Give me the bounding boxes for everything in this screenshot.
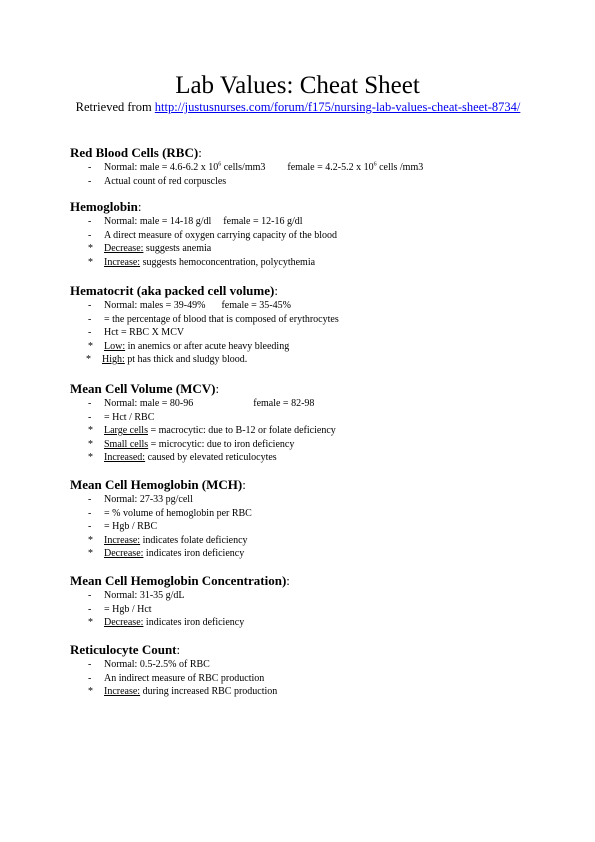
dash-bullet: - xyxy=(88,175,92,187)
star-bullet: * xyxy=(88,617,93,628)
list-item: - A direct measure of oxygen carrying capacity of the blood xyxy=(88,229,337,241)
list-item: * Small cells = microcytic: due to iron deficiency xyxy=(88,438,295,450)
dash-bullet: - xyxy=(88,521,92,532)
section-heading: Hemoglobin: xyxy=(70,199,142,214)
list-item: * Increase: during increased RBC production xyxy=(88,686,278,697)
section-mcv xyxy=(70,381,540,465)
dash-bullet: - xyxy=(88,603,92,615)
dash-bullet: - xyxy=(88,507,92,519)
star-bullet: * xyxy=(88,438,93,450)
list-item: - Normal: males = 39-49% female = 35-45% xyxy=(88,300,291,311)
list-item: - = the percentage of blood that is composed of erythrocytes xyxy=(88,313,339,325)
dash-bullet: - xyxy=(88,216,92,227)
list-item: - Normal: male = 4.6-6.2 x $10^6$ cells/mm3 female = 4.2-5.2 x $10^6$ cells /mm3 xyxy=(88,161,424,173)
list-item: - = % volume of hemoglobin per RBC xyxy=(88,507,252,519)
dash-bullet: - xyxy=(88,300,92,311)
list-item: - = Hct / RBC xyxy=(88,411,155,423)
section-heading: Red Blood Cells (RBC): xyxy=(70,145,202,160)
list-item: - Normal: male = 80-96 female = 82-98 xyxy=(88,398,315,409)
section-heading: Mean Cell Volume (MCV): xyxy=(70,381,220,396)
list-item: * Increase: suggests hemoconcentration, polycythemia xyxy=(88,256,316,268)
dash-bullet: - xyxy=(88,229,92,241)
list-item: * Increase: indicates folate deficiency xyxy=(88,534,248,546)
dash-bullet: - xyxy=(88,327,92,338)
list-item: * Low: in anemics or after acute heavy bleeding xyxy=(88,340,290,352)
star-bullet: * xyxy=(88,686,93,697)
star-bullet: * xyxy=(88,548,93,559)
section-heading: Hematocrit (aka packed cell volume): xyxy=(70,283,278,298)
list-item: - Normal: 27-33 pg/cell xyxy=(88,494,193,505)
section-mchc xyxy=(70,573,540,630)
dash-bullet: - xyxy=(88,590,92,601)
source-line xyxy=(68,100,528,115)
dash-bullet: - xyxy=(88,162,92,173)
list-item: - Normal: 31-35 g/dL xyxy=(88,590,185,601)
list-item: * Decrease: suggests anemia xyxy=(88,243,212,254)
star-bullet: * xyxy=(88,534,93,546)
section-heading: Reticulocyte Count: xyxy=(70,642,181,657)
star-bullet: * xyxy=(86,354,91,365)
star-bullet: * xyxy=(88,340,93,352)
dash-bullet: - xyxy=(88,494,92,505)
section-heading: Mean Cell Hemoglobin Concentration): xyxy=(70,573,290,588)
star-bullet: * xyxy=(88,425,93,436)
list-item: - An indirect measure of RBC production xyxy=(88,672,265,684)
list-item: - Actual count of red corpuscles xyxy=(88,175,227,187)
list-item: - Normal: 0.5-2.5% of RBC xyxy=(88,659,210,670)
list-item: - = Hgb / Hct xyxy=(88,603,152,615)
section-hematocrit xyxy=(70,283,540,367)
list-item: * Increased: caused by elevated reticulocytes xyxy=(88,452,277,463)
section-rbc xyxy=(70,145,540,188)
dash-bullet: - xyxy=(88,411,92,423)
page-title: Lab Values: Cheat Sheet xyxy=(175,72,420,99)
dash-bullet: - xyxy=(88,398,92,409)
list-item: * Decrease: indicates iron deficiency xyxy=(88,617,245,628)
list-item: * Decrease: indicates iron deficiency xyxy=(88,548,245,559)
dash-bullet: - xyxy=(88,313,92,325)
list-item: * High: pt has thick and sludgy blood. xyxy=(86,354,248,365)
star-bullet: * xyxy=(88,243,93,254)
star-bullet: * xyxy=(88,452,93,463)
source-prefix: Retrieved from xyxy=(75,100,155,114)
section-heading: Mean Cell Hemoglobin (MCH): xyxy=(70,477,246,492)
list-item: * Large cells = macrocytic: due to B-12 or folate deficiency xyxy=(88,425,336,436)
source-link[interactable]: http://justusnurses.com/forum/f175/nursing-lab-values-cheat-sheet-8734/ xyxy=(154,100,521,114)
list-item: - = Hgb / RBC xyxy=(88,521,158,532)
dash-bullet: - xyxy=(88,672,92,684)
list-item: - Hct = RBC X MCV xyxy=(88,327,185,338)
star-bullet: * xyxy=(88,256,93,268)
section-hemoglobin xyxy=(70,199,540,269)
section-reticulocyte xyxy=(70,642,540,699)
dash-bullet: - xyxy=(88,659,92,670)
list-item: - Normal: male = 14-18 g/dl female = 12-16 g/dl xyxy=(88,216,303,227)
section-mch xyxy=(70,477,540,561)
